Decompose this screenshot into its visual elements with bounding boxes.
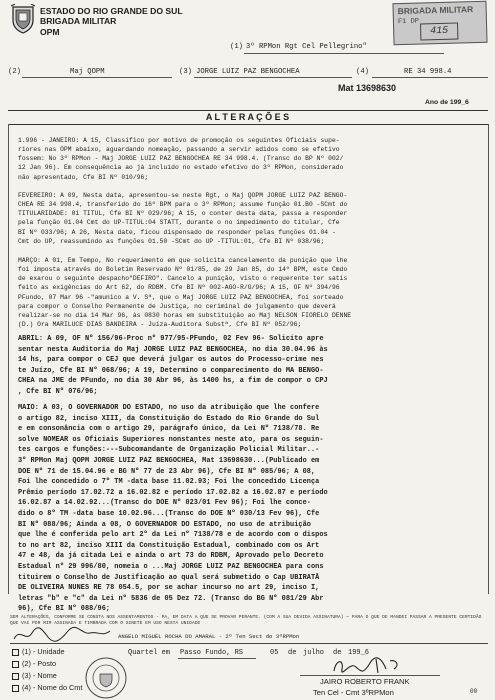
legend-name-label: (3) - Nome (22, 671, 57, 680)
place-value: Passo Fundo, RS (180, 649, 244, 657)
registration-number: Mat 13698630 (338, 83, 397, 93)
commander-title: Ten Cel - Cmt 3ºRPMon (313, 688, 394, 697)
text-line: 47 e 48, da já citada Lei e ainda o art 73 do RDBM, Aprovado pelo Decreto (18, 552, 324, 561)
protocol-stamp (392, 1, 487, 45)
text-line: letras "b" e "c" da Lei nº 5836 de 05 Dez 72. (Transc do BG Nº 081/29 Abr (18, 594, 324, 603)
text-line: PFundo, 07 Mar 96 -"amunico a V. Sª, que o Maj JORGE LUIZ PAZ BENGOCHEA, foi sorteado (18, 293, 344, 301)
secretary-signature (12, 625, 112, 645)
text-line: 96), Cfe BI Nº 088/96; (18, 605, 111, 614)
unit-value: 3º RPMon Rgt Cel Pellegrino" (246, 43, 367, 51)
text-line: Cmt do UP, reassumindo as funções 01.50 -SCmt do UP -TITUL:01, Cfe BI Nº 038/96; (18, 237, 325, 245)
text-line: realizar-se no dia 14 Mar 96, às 0830 horas em substituição ao Maj NELSON FIORELO DENNE (18, 311, 352, 319)
date-month: julho (303, 649, 325, 657)
legend-box (12, 661, 19, 668)
text-line: tituirem o Conselho de Justificação ao qual será submetido o Cap UBIRATÃ (18, 573, 320, 582)
text-line: CHEA na JME de PFundo, no dia 30 Abr 96, às 1400 hs, a fim de compor o CPJ (18, 377, 328, 386)
paragraph-maio (18, 403, 483, 615)
text-line: sentar nesta Auditoria do Maj JORGE LUIZ PAZ BENGOCHEA, no dia 30.04.96 às (18, 345, 328, 354)
re-index: (4) (356, 68, 369, 76)
text-line: Prêmio período 17.02.72 a 16.02.82 e período 17.02.82 a 16.02.87 e período (18, 488, 328, 497)
text-line: não apresentado, Cfe BI Nº 010/96; (18, 173, 149, 181)
paragraph-marco (18, 256, 483, 329)
text-line: fossem: No 3º RPMon - Maj JORGE LUIZ PAZ BENGOCHEA RE 34 998.4. (Transc do BP Nº 002/ (18, 155, 344, 163)
rank-value: Maj QOPM (70, 68, 105, 76)
coat-of-arms-icon (10, 4, 36, 34)
place-label: Quartel em (128, 649, 171, 657)
legend-box (12, 673, 19, 680)
text-line: to no art 82, inciso XIII da Constituição Estadual, combinado com os Art (18, 541, 320, 550)
header-brigade: BRIGADA MILITAR (40, 16, 117, 26)
legend-name (12, 671, 57, 680)
name-value: JORGE LUIZ PAZ BENGOCHEA (196, 68, 300, 76)
legend-commander-label: (4) - Nome do Cmt (22, 683, 83, 692)
text-line: 3º RPMon Maj QOPM JORGE LUIZ PAZ BENGOCHEA, Mat 13698630...(Publicado em (18, 456, 320, 465)
text-line: o artigo 82, inciso XIII, da Constituição do Estado do Rio Grande do Sul (18, 414, 320, 423)
text-line: 1.996 - JANEIRO: A 15, Classifico por motivo de promoção os seguintes Oficiais supe- (18, 137, 340, 144)
unit-underline (244, 53, 444, 54)
text-line: 16.02.87 a 14.02.92...(Transc do DOE Nº 023/01 Fev 96); Foi lhe conce- (18, 499, 311, 508)
stamp-sub: F1 DP (397, 17, 420, 27)
legend-box (12, 685, 19, 692)
legend-rank-label: (2) - Posto (22, 659, 57, 668)
text-line: feito as exigências do Art 62, do RDBM. Cfe BI Nº 002-AGO-R/G/96; A 15, OF Nº 394/96 (18, 284, 340, 292)
name-index: (3) (179, 68, 192, 76)
text-line: para compor o Conselho Permanente de Justiça, no ceriminal de julgamento que deverá (18, 302, 336, 310)
paragraph-abril (18, 334, 483, 398)
name-underline (194, 77, 352, 78)
text-line: tes cargos e funções:---Subcomandante de Organização Policial Militar..- (18, 446, 320, 455)
text-line: (D.) Ora MARILUCE DIAS BANDEIRA - Juíza-Auditora Substª, Cfe BI Nº 052/96; (18, 321, 302, 329)
paragraph-janeiro (18, 136, 483, 182)
text-line: 14 hs, para compor o CEJ que deverá julgar os autos do Processo-crime nes (18, 356, 324, 365)
year-label: Ano de 199_6 (425, 99, 469, 106)
section-title: A L T E R A Ç Õ E S (205, 112, 290, 122)
legend-rank (12, 659, 56, 668)
legend-unit (12, 647, 65, 656)
rule-bottom (10, 643, 488, 644)
date-day: 05 (270, 649, 279, 657)
text-line: BI Nº 088/96; Ainda a 08, O GOVERNADOR DO ESTADO, no uso de atribuição (18, 520, 311, 529)
header-opm: OPM (40, 27, 60, 37)
text-line: BI Nº 033/96; A 26, Nesta date, ficou dispensado de responder pelas funções 01.04 - (18, 228, 336, 236)
text-line: solve NOMEAR os Oficiais Superiores nonstantes neste ato, para os seguin- (18, 435, 324, 444)
date-de-2: de (333, 649, 342, 657)
text-line: e em consonância com o artigo 29, parágrafo único, da Lei Nº 7138/78. Re (18, 425, 320, 434)
official-seal (84, 656, 128, 700)
paragraph-fevereiro (18, 191, 483, 246)
text-line: pela função 01.04 Cmt do UP-TITUL:04 STATT, durante o no impedimento do titular, Cfe (18, 219, 340, 227)
text-line: CHEA RE 34 998.4, transferido do 16º BPM para o 3º RPMon; assume função 01.B0 -SCmt do (18, 201, 348, 209)
re-underline (372, 77, 488, 78)
text-line: DOE Nº 71 de 15.04.96 e BG Nº 77 de 23 Abr 96), Cfe BI Nº 085/96; A 08, (18, 467, 316, 476)
stamp-number: 415 (420, 23, 458, 41)
text-line: 12 Jan 96). Em consequência ao já incluido no estado efetivo do 3º RPMon, considerado (18, 164, 344, 172)
text-line: ABRIL: A 09, OF Nº 156/96-Proc nº 977/95-PFundo, 02 Fev 96- Solicito apre (18, 335, 324, 343)
commander-name: JAIRO ROBERTO FRANK (320, 677, 410, 686)
margin-right (488, 124, 489, 594)
text-line: te Juízo, Cfe BI Nº 068/96; A 19, Determino o comparecimento do MA BENGO- (18, 366, 324, 375)
text-line: Estadual nº 29 996/80, nomeia o ...Maj JORGE LUIZ PAZ BENGOCHEA para cons (18, 562, 324, 571)
secretary-line: ANGELO MIGUEL ROCHA DO AMARAL - 2º Ten Sect do 3ºRPMon (118, 633, 300, 640)
signature-line (300, 675, 440, 676)
text-line: foi imposta através do Boletim Reservado Nº 01/85, de 29 Jan 85, do 14º BPM, este Cmdo (18, 266, 348, 274)
margin-left (8, 124, 9, 594)
unit-index: (1) (230, 43, 243, 51)
text-line: dido o 8º TM -data base 10.02.96...(Transc do DOE Nº 030/13 Fev 96), Cfe (18, 509, 320, 518)
rank-underline (22, 77, 172, 78)
rule-under-title (8, 124, 488, 125)
certification-note: SEM ALTERAÇÕES, CONFORME SE CONSTA NOS ASSENTAMENTOS - PA, EM DATA A QUE SE PROVAR PERANTE. (COM A SUA DEVIDA ASSINATURA) — PARA O QUE DE MANDEI PASSAR A PRESENTE CERTIDÃO QUE VAI POR MIM ASSINADA E TIMBRADA COM O SINETE EM USO NESTA UNIDADE (10, 615, 482, 626)
rank-index: (2) (8, 68, 21, 76)
header-state: ESTADO DO RIO GRANDE DO SUL (40, 6, 183, 16)
text-line: que lhe é conferida pelo art 2º da Lei nº 7138/78 e de acordo com o dispos (18, 531, 328, 540)
rule-top (8, 110, 488, 111)
text-line: Foi lhe concedido o 7º TM -data base 11.02.93; Foi lhe concedido Licença (18, 478, 320, 487)
re-value: RE 34 998.4 (404, 68, 452, 76)
text-line: riores nas OPM abaixo, aguardando nomeação, passando a servir adidos como se efetivo (18, 146, 340, 154)
place-underline (178, 658, 256, 659)
text-line: FEVEREIRO: A 09, Nesta data, apresentou-se neste Rgt, o Maj QOPM JORGE LUIZ PAZ BENGO- (18, 192, 348, 199)
reference-number: 00 (470, 688, 478, 695)
date-year: 199_6 (348, 649, 370, 657)
legend-box (12, 649, 19, 656)
text-line: MAIO: A 03, O GOVERNADOR DO ESTADO, no uso da atribuição que lhe confere (18, 404, 320, 412)
text-line: DE OLIVEIRA NUNES RE 78 054.5, por se achar incurso no art 29, inciso I, (18, 584, 320, 593)
text-line: de exarou o seguinte despacho"DEFIRO". Cancelo a punição, visto o requerente ter satis (18, 275, 348, 283)
stamp-title: BRIGADA MILITAR (397, 4, 474, 17)
legend-unit-label: (1) - Unidade (22, 647, 65, 656)
date-de-1: de (288, 649, 297, 657)
commander-signature (330, 655, 402, 677)
text-line: TITULARIDADE: 01 TITUL, Cfe BI Nº 029/96; A 15, o conter desta data, passa a responder (18, 210, 348, 218)
text-line: MARÇO: A 01, Em Tempo, No requerimento em que solicita cancelamento da punição que lhe (18, 257, 348, 264)
text-line: , Cfe BI Nº 076/96; (18, 387, 98, 396)
legend-commander (12, 683, 82, 692)
